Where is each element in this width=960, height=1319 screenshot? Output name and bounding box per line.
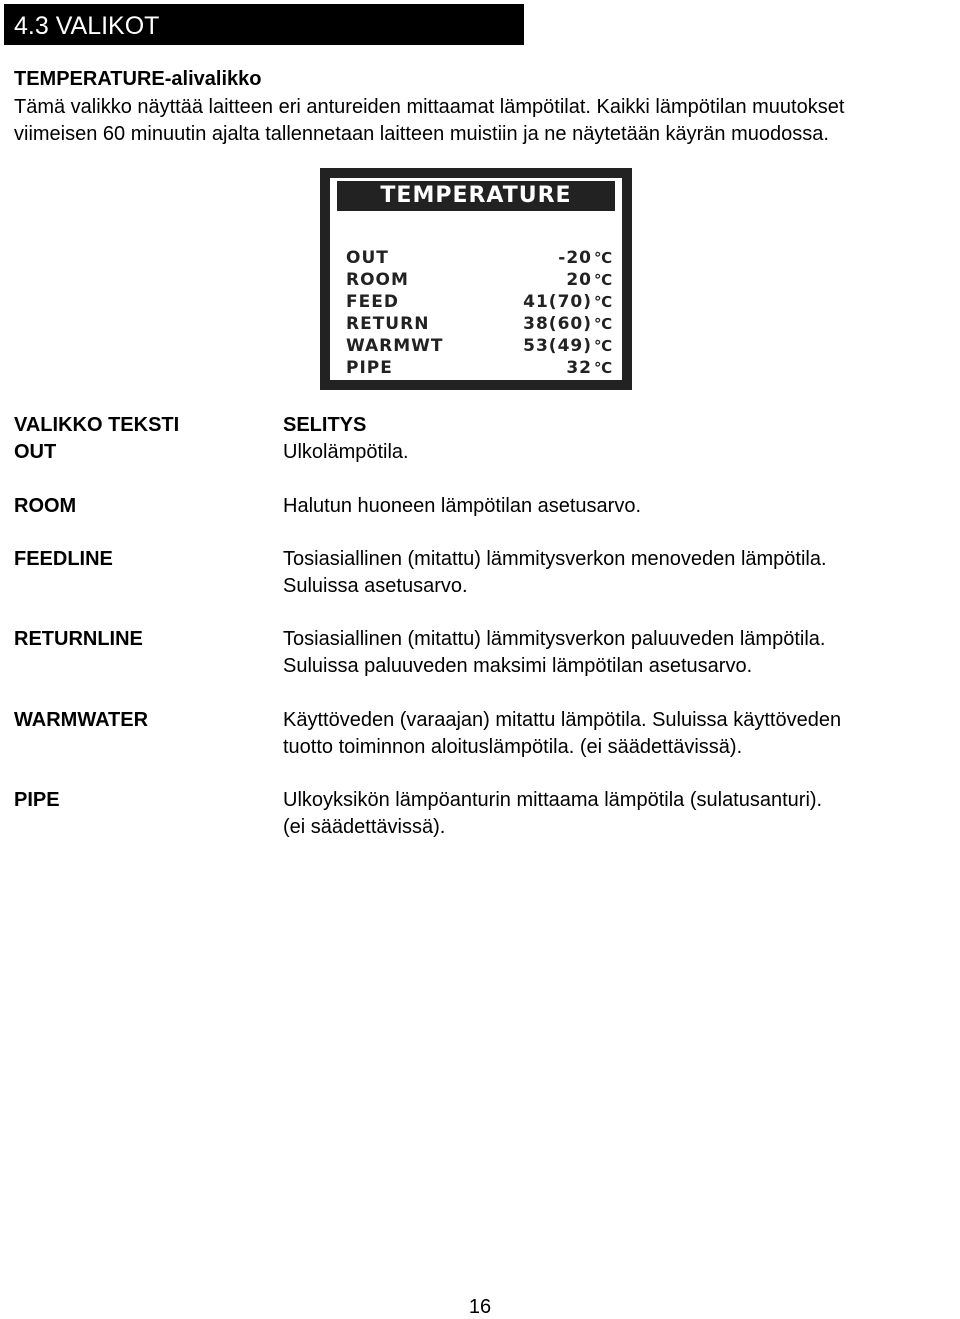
screen-row-value: 20	[566, 270, 592, 290]
screen-row-label: OUT	[346, 248, 389, 268]
screen-row-room	[346, 270, 614, 292]
section-title: 4.3 VALIKOT	[14, 12, 160, 40]
section-header	[4, 4, 524, 45]
description-line: Käyttöveden (varaajan) mitattu lämpötila. Suluissa käyttöveden	[283, 709, 842, 731]
description-line: Suluissa asetusarvo.	[283, 575, 468, 597]
screen-row-value: 38(60)	[523, 314, 592, 334]
screen-row-pipe	[346, 358, 614, 380]
screen-row-label: FEED	[346, 292, 399, 312]
description-line: (ei säädettävissä).	[283, 816, 446, 838]
screen-row-label: WARMWT	[346, 336, 444, 356]
celsius-icon: ℃	[594, 337, 614, 355]
celsius-icon: ℃	[594, 293, 614, 311]
celsius-icon: ℃	[594, 315, 614, 333]
term-room: ROOM	[14, 495, 77, 517]
description-line: Ulkoyksikön lämpöanturin mittaama lämpötila (sulatusanturi).	[283, 789, 823, 811]
description-warmwater	[283, 707, 953, 761]
temperature-screen	[320, 168, 632, 390]
screen-row-label: RETURN	[346, 314, 430, 334]
screen-row-value: 53(49)	[523, 336, 592, 356]
screen-row-return	[346, 314, 614, 336]
description-line: Tosiasiallinen (mitattu) lämmitysverkon menoveden lämpötila.	[283, 548, 827, 570]
screen-row-feed	[346, 292, 614, 314]
description-pipe	[283, 787, 953, 841]
celsius-icon: ℃	[594, 359, 614, 377]
term-out: OUT	[14, 441, 57, 463]
term-feedline: FEEDLINE	[14, 548, 113, 570]
celsius-icon: ℃	[594, 249, 614, 267]
term-returnline: RETURNLINE	[14, 628, 143, 650]
intro-paragraph	[14, 94, 959, 148]
column-header-description: SELITYS	[283, 414, 367, 436]
screen-row-value: 32	[566, 358, 592, 378]
screen-row-warmwt	[346, 336, 614, 358]
screen-row-value: 41(70)	[523, 292, 592, 312]
page-number: 16	[468, 1296, 492, 1318]
screen-row-label: ROOM	[346, 270, 409, 290]
screen-title: TEMPERATURE	[337, 181, 615, 211]
term-pipe: PIPE	[14, 789, 60, 811]
screen-display	[330, 178, 622, 380]
description-line: Ulkolämpötila.	[283, 441, 409, 463]
column-header-menu-text: VALIKKO TEKSTI	[14, 414, 180, 436]
screen-row-value: -20	[558, 248, 592, 268]
screen-row-out	[346, 248, 614, 270]
description-feedline	[283, 546, 953, 600]
description-line: Suluissa paluuveden maksimi lämpötilan asetusarvo.	[283, 655, 753, 677]
screen-row-label: PIPE	[346, 358, 393, 378]
description-line: Tosiasiallinen (mitattu) lämmitysverkon paluuveden lämpötila.	[283, 628, 826, 650]
intro-line: viimeisen 60 minuutin ajalta tallennetaan laitteen muistiin ja ne näytetään käyrän muodossa.	[14, 123, 829, 145]
description-line: Halutun huoneen lämpötilan asetusarvo.	[283, 495, 642, 517]
intro-line: Tämä valikko näyttää laitteen eri antureiden mittaamat lämpötilat. Kaikki lämpötilan muutokset	[14, 96, 845, 118]
subheading: TEMPERATURE-alivalikko	[14, 68, 262, 90]
description-out	[283, 439, 953, 466]
description-line: tuotto toiminnon aloituslämpötila. (ei säädettävissä).	[283, 736, 743, 758]
term-warmwater: WARMWATER	[14, 709, 149, 731]
celsius-icon: ℃	[594, 271, 614, 289]
description-returnline	[283, 626, 953, 680]
description-room	[283, 493, 953, 520]
